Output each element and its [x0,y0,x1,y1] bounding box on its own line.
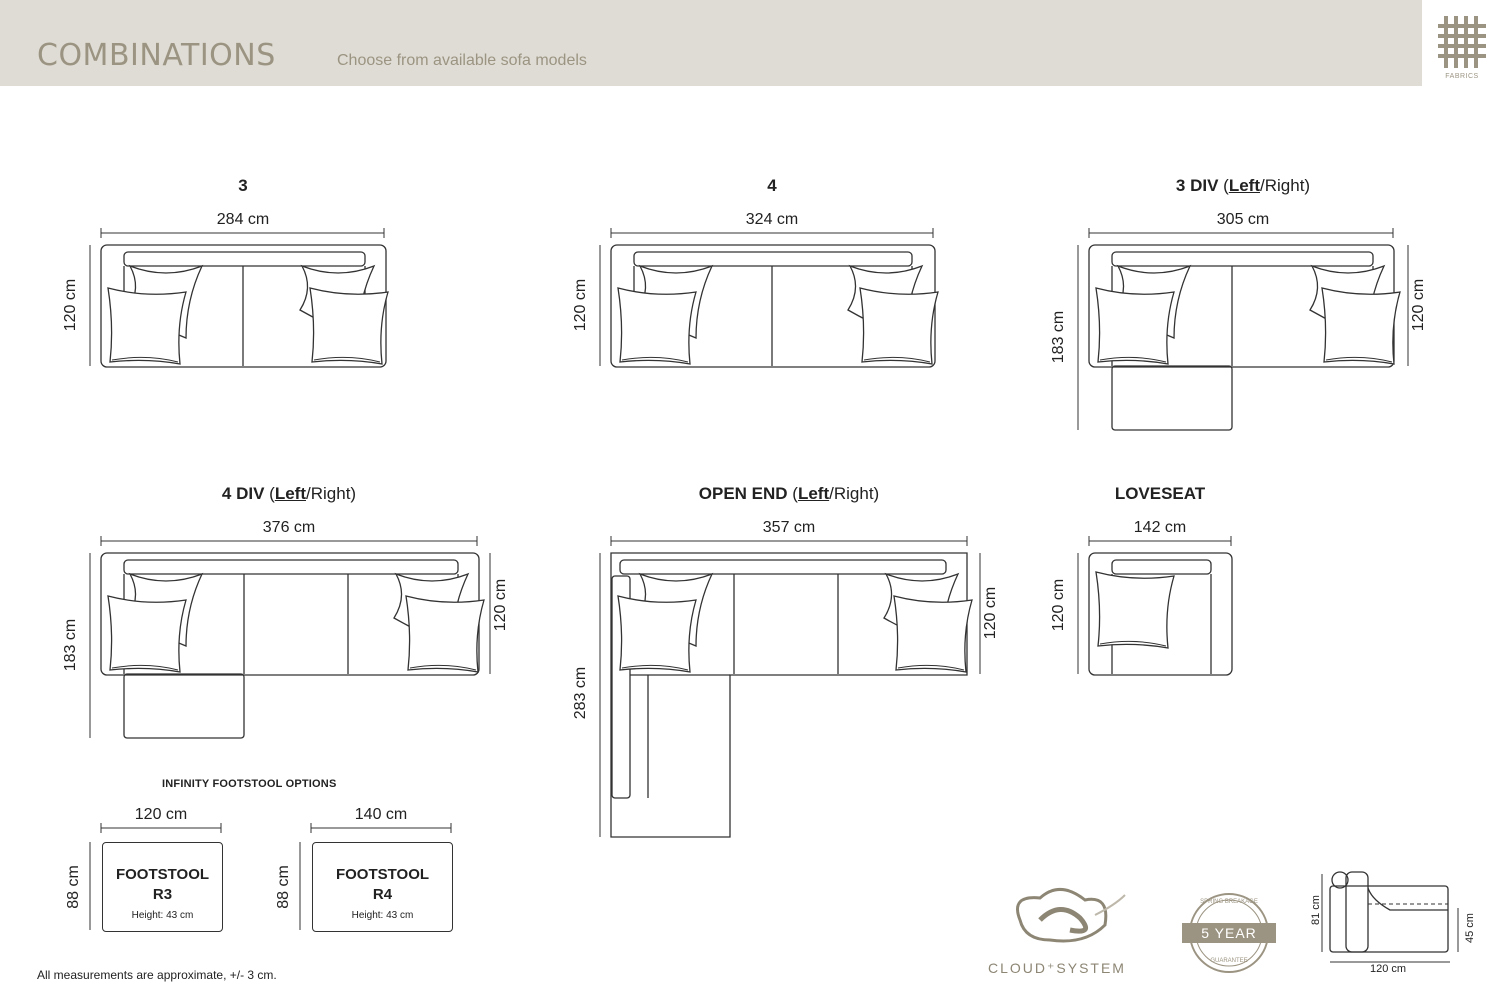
footstool-r3-height: Height: 43 cm [131,910,194,921]
model-loveseat-depth: 120 cm [1050,578,1068,632]
footstool-r3-name: FOOTSTOOL [115,866,210,883]
section-depth: 120 cm [1370,963,1407,975]
model-3-title: 3 [238,176,248,195]
model-3-depth: 120 cm [62,278,80,332]
model-openend-depth-left: 283 cm [572,666,590,720]
model-4div-title: 4 DIV (Left/Right) [221,484,357,503]
footstool-r4-height: Height: 43 cm [351,910,414,921]
fabrics-label: FABRICS [1445,73,1479,80]
page-subtitle: Choose from available sofa models [337,52,587,69]
footstool-r4: FOOTSTOOL R4 Height: 43 cm [312,842,453,932]
footstool-r3-width: 120 cm [134,806,188,823]
model-4-title: 4 [767,176,777,195]
model-4-width: 324 cm [745,211,799,228]
footstool-r4-name: FOOTSTOOL [335,866,430,883]
model-3div-depth-left: 183 cm [1050,310,1068,364]
model-3div-title: 3 DIV (Left/Right) [1175,176,1311,195]
section-height: 81 cm [1309,895,1322,925]
guarantee-main-text: 5 YEAR [1201,925,1257,941]
measurement-note: All measurements are approximate, +/- 3 cm. [37,968,277,982]
guarantee-bottom-text: GUARANTEE [1210,958,1248,964]
model-openend-title: OPEN END (Left/Right) [698,484,880,503]
footstool-r4-depth: 88 cm [274,865,292,909]
model-4div-depth-left: 183 cm [62,618,80,672]
model-4div-depth-right: 120 cm [492,578,510,632]
footstool-r3-depth: 88 cm [64,865,82,909]
guarantee-badge [1182,892,1276,974]
model-4div-width: 376 cm [262,519,316,536]
model-3-width: 284 cm [216,211,270,228]
cloud-logo-icon [1018,889,1126,941]
model-4-depth: 120 cm [572,278,590,332]
model-loveseat-width: 142 cm [1133,519,1187,536]
model-3div-depth-right: 120 cm [1410,278,1428,332]
model-loveseat-title: LOVESEAT [1114,484,1206,503]
footstool-section-title: INFINITY FOOTSTOOL OPTIONS [162,778,337,790]
section-seat-height: 45 cm [1463,913,1476,943]
model-3div-width: 305 cm [1216,211,1270,228]
guarantee-top-text: SPRING BREAKAGE [1200,899,1258,905]
model-openend-width: 357 cm [762,519,816,536]
footstool-r3: FOOTSTOOL R3 Height: 43 cm [102,842,223,932]
page-title: COMBINATIONS [37,38,276,73]
model-openend-depth-right: 120 cm [982,586,1000,640]
cloud-system-logo-text: CLOUD⁺SYSTEM [988,960,1126,976]
seat-section-icon [1322,872,1458,962]
footstool-r4-width: 140 cm [354,806,408,823]
